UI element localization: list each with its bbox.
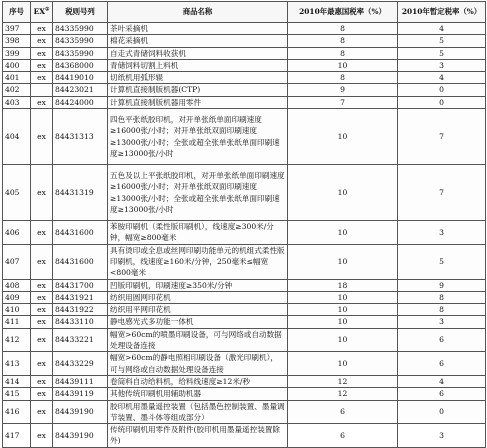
table-row [3,109,486,165]
cell-seq: 410 [3,304,31,316]
cell-seq: 401 [3,72,31,84]
cell-tariff-code: 84431921 [53,291,108,303]
header-ex-label: EX [33,7,45,17]
table-row [3,84,486,96]
table-row [3,279,486,291]
cell-seq: 406 [3,221,31,245]
cell-goods-name: 棉花采摘机 [108,35,288,47]
cell-provisional-rate: 6 [398,352,486,376]
table-row [3,72,486,84]
cell-provisional-rate: 5 [398,35,486,47]
cell-tariff-code: 84335990 [53,23,108,35]
cell-mfn-rate: 12 [288,375,398,387]
cell-goods-name: 纺织用圆网印花机 [108,291,288,303]
table-row [3,221,486,245]
cell-seq: 403 [3,96,31,108]
cell-ex: ex [31,244,53,279]
cell-ex: ex [31,304,53,316]
cell-provisional-rate: 6 [398,388,486,400]
cell-goods-name: 纺织用平网印花机 [108,304,288,316]
cell-provisional-rate: 3 [398,316,486,328]
header-goods-name: 商品名称 [108,2,288,23]
cell-seq: 409 [3,291,31,303]
cell-ex: ex [31,221,53,245]
table-row [3,23,486,35]
cell-provisional-rate: 8 [398,304,486,316]
cell-seq: 405 [3,165,31,221]
cell-provisional-rate: 4 [398,375,486,387]
document-page [0,1,487,446]
cell-ex: ex [31,109,53,165]
cell-goods-name: 计算机直接制版机器用零件 [108,96,288,108]
cell-tariff-code: 84433221 [53,328,108,352]
cell-goods-name: 胶印机用墨量遥控装置（包括墨色控制装置、墨量调节装置、墨斗体等组成部分） [108,400,288,424]
cell-ex: ex [31,424,53,448]
cell-goods-name: 卷筒料自动给料机，给料线速度≥12米/秒 [108,375,288,387]
cell-tariff-code: 84419010 [53,72,108,84]
cell-ex: ex [31,328,53,352]
table-row [3,400,486,424]
cell-mfn-rate: 8 [288,47,398,59]
cell-goods-name: 五色及以上平张纸胶印机，对开单张纸单面印刷速度≥16000张/小时；对开单张纸双面印刷速度≥13000张/小时；全张或超全张单张纸单面印刷速度≥13000张/小时 [108,165,288,221]
table-row [3,304,486,316]
cell-tariff-code: 84431313 [53,109,108,165]
cell-provisional-rate: 9 [398,279,486,291]
table-header-row [3,2,486,23]
cell-mfn-rate: 12 [288,388,398,400]
cell-seq: 415 [3,388,31,400]
cell-tariff-code: 84431600 [53,244,108,279]
cell-tariff-code: 84439190 [53,400,108,424]
table-row [3,165,486,221]
cell-provisional-rate: 8 [398,291,486,303]
header-mfn-rate: 2010年最惠国税率（%） [288,2,398,23]
cell-ex: ex [31,291,53,303]
cell-provisional-rate: 0 [398,84,486,96]
cell-seq: 398 [3,35,31,47]
cell-mfn-rate: 10 [288,328,398,352]
cell-goods-name: 计算机直接制版机器(CTP) [108,84,288,96]
cell-goods-name: 凹版印刷机，印刷速度≥350米/分钟 [108,279,288,291]
table-row [3,316,486,328]
cell-provisional-rate: 7 [398,109,486,165]
cell-seq: 417 [3,424,31,448]
cell-goods-name: 切纸机用弧形辊 [108,72,288,84]
cell-ex: ex [31,23,53,35]
cell-mfn-rate: 18 [288,279,398,291]
cell-provisional-rate: 5 [398,47,486,59]
cell-ex: ex [31,400,53,424]
cell-tariff-code: 84431922 [53,304,108,316]
cell-ex: ex [31,59,53,71]
cell-seq: 414 [3,375,31,387]
cell-goods-name: 茶叶采摘机 [108,23,288,35]
cell-goods-name: 自走式青储饲料收获机 [108,47,288,59]
cell-mfn-rate: 10 [288,221,398,245]
cell-tariff-code: 84368000 [53,59,108,71]
cell-mfn-rate: 10 [288,59,398,71]
cell-provisional-rate: 0 [398,400,486,424]
table-row [3,291,486,303]
cell-tariff-code: 84335990 [53,35,108,47]
cell-mfn-rate: 6 [288,400,398,424]
cell-seq: 412 [3,328,31,352]
cell-tariff-code: 84335990 [53,47,108,59]
cell-seq: 413 [3,352,31,376]
cell-ex: ex [31,96,53,108]
cell-seq: 407 [3,244,31,279]
cell-ex: ex [31,165,53,221]
cell-goods-name: 传统印刷机用零件及附件(胶印机用墨量遥控装置除外) [108,424,288,448]
cell-goods-name: 具有烫印或全息或丝网印刷功能单元的机组式柔性版印刷机，线速度≥160米/分钟，250毫米≤幅宽<800毫米 [108,244,288,279]
cell-provisional-rate: 3 [398,221,486,245]
cell-provisional-rate: 4 [398,72,486,84]
cell-tariff-code: 84433229 [53,352,108,376]
header-seq: 序号 [3,2,31,23]
cell-seq: 404 [3,109,31,165]
cell-tariff-code: 84423021 [53,84,108,96]
cell-ex: ex [31,388,53,400]
cell-ex: ex [31,35,53,47]
cell-provisional-rate: 7 [398,165,486,221]
cell-provisional-rate: 3 [398,424,486,448]
cell-mfn-rate: 8 [288,23,398,35]
cell-goods-name: 青储饲料切割上料机 [108,59,288,71]
cell-mfn-rate: 8 [288,72,398,84]
cell-ex: ex [31,72,53,84]
cell-goods-name: 静电感光式多功能一体机 [108,316,288,328]
cell-provisional-rate: 5 [398,244,486,279]
cell-mfn-rate: 9 [288,84,398,96]
cell-mfn-rate: 10 [288,291,398,303]
cell-mfn-rate: 10 [288,304,398,316]
cell-tariff-code: 84431319 [53,165,108,221]
cell-mfn-rate: 10 [288,352,398,376]
cell-goods-name: 其他传统印刷机用辅助机器 [108,388,288,400]
cell-mfn-rate: 10 [288,316,398,328]
cell-ex [31,84,53,96]
cell-seq: 408 [3,279,31,291]
cell-goods-name: 幅宽>60cm的静电照相印刷设备（激光印刷机），可与网络或自动数据处理设备连接 [108,352,288,376]
cell-provisional-rate: 6 [398,328,486,352]
cell-tariff-code: 84431700 [53,279,108,291]
cell-mfn-rate: 7 [288,96,398,108]
cell-mfn-rate: 8 [288,35,398,47]
cell-seq: 397 [3,23,31,35]
cell-provisional-rate: 0 [398,96,486,108]
table-row [3,375,486,387]
cell-tariff-code: 84431600 [53,221,108,245]
cell-tariff-code: 84439190 [53,424,108,448]
cell-mfn-rate: 6 [288,424,398,448]
cell-ex: ex [31,375,53,387]
table-row [3,35,486,47]
cell-tariff-code: 84433110 [53,316,108,328]
cell-ex: ex [31,279,53,291]
cell-provisional-rate: 3 [398,59,486,71]
cell-seq: 411 [3,316,31,328]
header-tariff-code: 税则号列 [53,2,108,23]
tariff-rate-table [2,1,486,448]
cell-seq: 402 [3,84,31,96]
cell-goods-name: 苯胺印刷机（柔性版印刷机），线速度≥300米/分钟，幅宽≥800毫米 [108,221,288,245]
table-row [3,47,486,59]
cell-provisional-rate: 4 [398,23,486,35]
cell-ex: ex [31,47,53,59]
table-row [3,352,486,376]
cell-goods-name: 幅宽>60cm的喷墨印刷设备，可与网络或自动数据处理设备连接 [108,328,288,352]
cell-mfn-rate: 10 [288,109,398,165]
cell-mfn-rate: 10 [288,244,398,279]
table-row [3,328,486,352]
cell-ex: ex [31,316,53,328]
cell-tariff-code: 84439111 [53,375,108,387]
table-row [3,244,486,279]
cell-tariff-code: 84439119 [53,388,108,400]
header-ex-footnote-mark: ① [44,6,50,13]
table-row [3,424,486,448]
cell-seq: 399 [3,47,31,59]
cell-goods-name: 四色平张纸胶印机，对开单张纸单面印刷速度≥16000张/小时；对开单张纸双面印刷速度≥13000张/小时；全张或超全张单张纸单面印刷速度≥13000张/小时 [108,109,288,165]
cell-ex: ex [31,352,53,376]
table-row [3,388,486,400]
cell-mfn-rate: 10 [288,165,398,221]
cell-seq: 416 [3,400,31,424]
table-row [3,59,486,71]
table-row [3,96,486,108]
cell-tariff-code: 84424000 [53,96,108,108]
cell-seq: 400 [3,59,31,71]
header-provisional-rate: 2010年暂定税率（%） [398,2,486,23]
header-ex [31,2,53,23]
